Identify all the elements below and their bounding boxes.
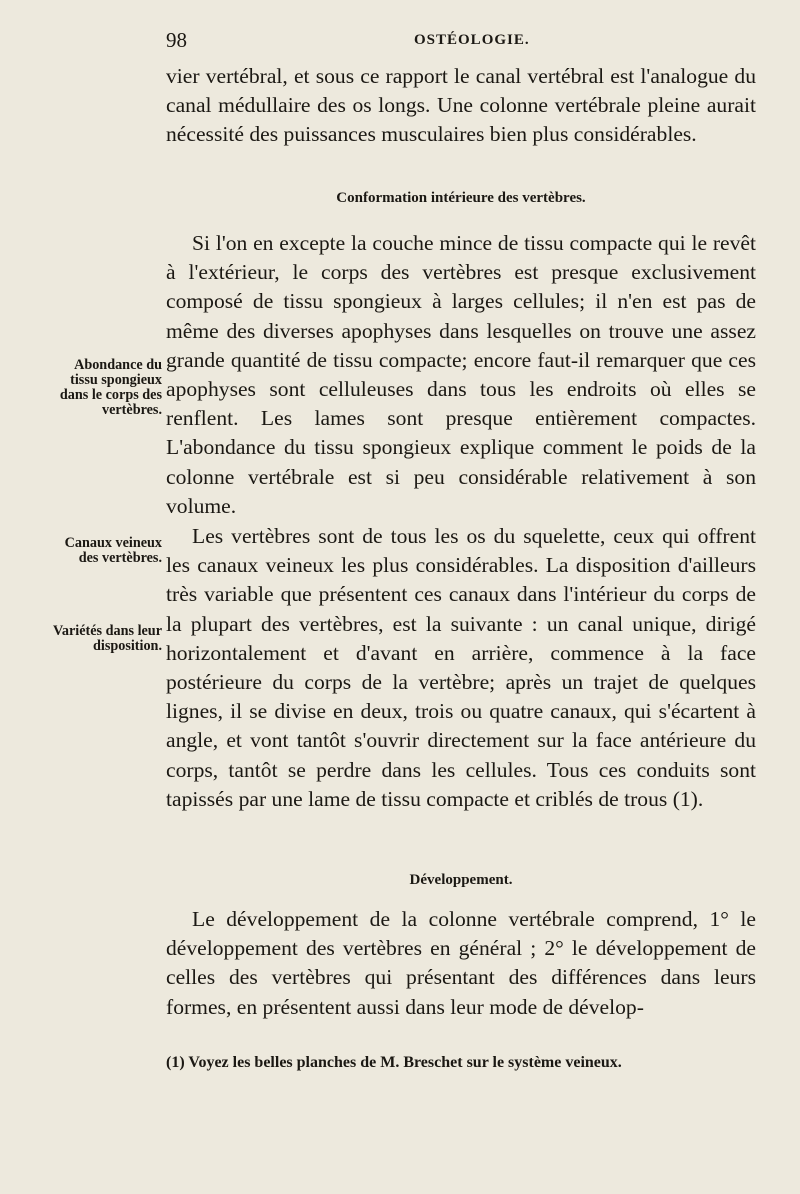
margin-note-varieties: Variétés dans leur disposition. bbox=[52, 623, 162, 654]
paragraph-text: Les vertèbres sont de tous les os du squelette, ceux qui offrent les canaux veineux les plus considérables. La disposition d'ailleurs très variable que présentent ces canaux dans l'intérieur du corps de la plupart des vertèbres, est la suivante : un canal unique, dirigé horizontalement et d'avant en arrière, commence à la face postérieure du corps de la vertèbre; après un trajet de quelques lignes, il se divise en deux, trois ou quatre canaux, qui s'écartent à angle, et vont tantôt s'ouvrir directement sur la face antérieure du corps, tantôt se perdre dans les cellules. Tous ces conduits sont tapissés par une lame de tissu compacte et criblés de trous (1). bbox=[166, 524, 756, 811]
paragraph-text: Le développement de la colonne vertébrale comprend, 1° le développement des vertèbres en général ; 2° le développement de celles des vertèbres qui présentant des différences dans leurs formes, en présentent aussi dans leur mode de dévelop- bbox=[166, 907, 756, 1019]
footnote: (1) Voyez les belles planches de M. Breschet sur le système veineux. bbox=[166, 1054, 622, 1071]
page-header bbox=[166, 28, 756, 56]
paragraph-continuation bbox=[166, 62, 756, 150]
paragraph-text: Si l'on en excepte la couche mince de tissu compacte qui le revêt à l'extérieur, le corps des vertèbres est presque exclusivement composé de tissu spongieux à larges cellules; il n'en est pas de même des diverses apophyses dans lesquelles on trouve une assez grande quantité de tissu compacte; encore faut-il remarquer que ces apophyses sont celluleuses dans tous les endroits où elles se renflent. Les lames sont presque entièrement compactes. L'abondance du tissu spongieux explique comment le poids de la colonne vertébrale est si peu considérable relativement à son volume. bbox=[166, 231, 756, 518]
margin-note-venous-canals: Canaux veineux des vertèbres. bbox=[64, 535, 162, 566]
paragraph-venous-canals bbox=[166, 522, 756, 814]
paragraph-development bbox=[166, 905, 756, 1022]
running-title: OSTÉOLOGIE. bbox=[414, 32, 530, 48]
section-heading-development: Développement. bbox=[409, 872, 513, 888]
page-number: 98 bbox=[166, 28, 187, 52]
paragraph-spongy-tissue bbox=[166, 229, 756, 521]
paragraph-text: vier vertébral, et sous ce rapport le canal vertébral est l'analogue du canal médullaire des os longs. Une colonne vertébrale pleine aurait nécessité des puissances musculaires bien plus considérables. bbox=[166, 64, 756, 147]
margin-note-spongy-tissue: Abondance du tissu spongieux dans le corps des vertèbres. bbox=[59, 357, 162, 418]
section-heading-internal-conformation: Conformation intérieure des vertèbres. bbox=[336, 190, 586, 206]
